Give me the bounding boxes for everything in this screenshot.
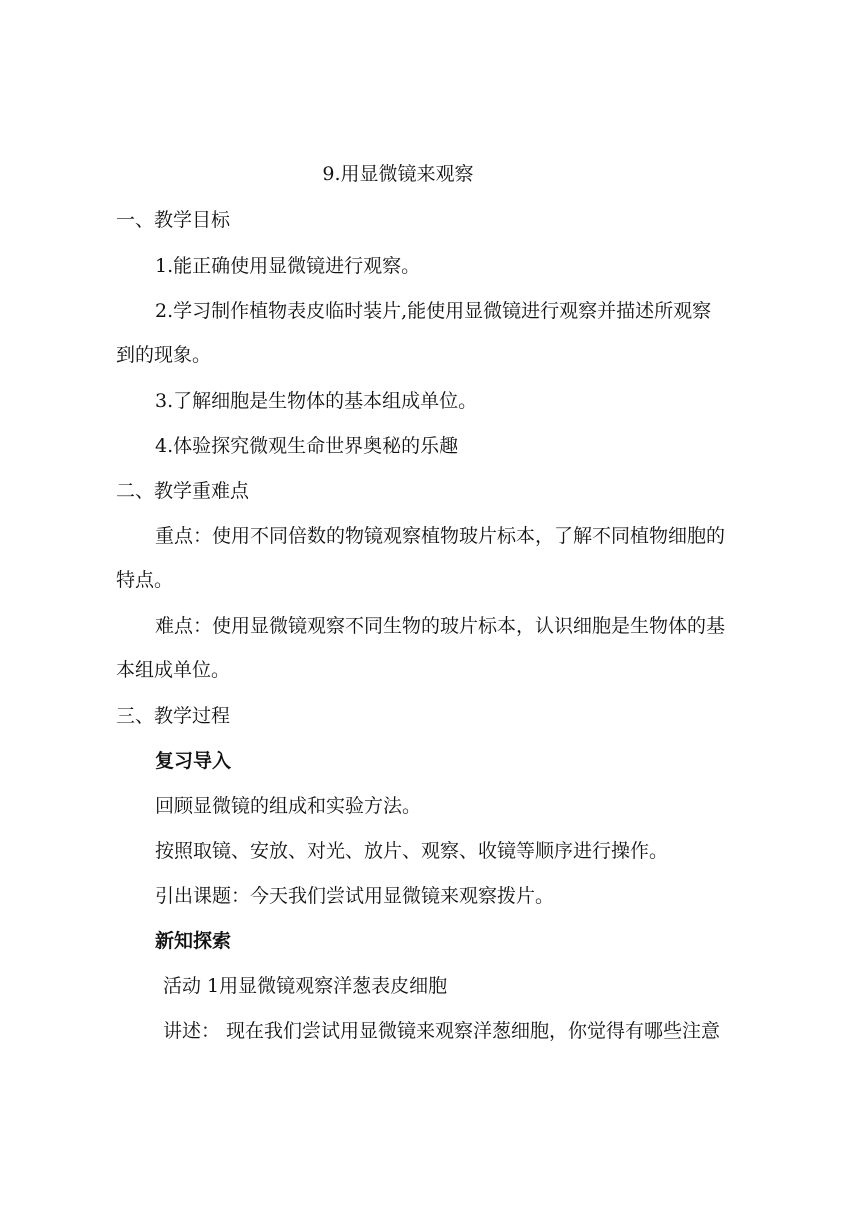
key-point-line-2: 特点。 bbox=[116, 569, 174, 591]
review-line-3: 引出课题：今天我们尝试用显微镜来观察拨片。 bbox=[155, 885, 555, 907]
activity-line: 活动 1用显微镜观察洋葱表皮细胞 bbox=[163, 975, 448, 997]
review-line-1: 回顾显微镜的组成和实验方法。 bbox=[155, 795, 422, 817]
section-heading-key-difficulties: 二、教学重难点 bbox=[116, 480, 250, 502]
section-heading-teaching-goals: 一、教学目标 bbox=[116, 209, 231, 231]
goal-item-1: 1.能正确使用显微镜进行观察。 bbox=[155, 255, 421, 277]
goal-item-2: 2.学习制作植物表皮临时装片,能使用显微镜进行观察并描述所观察 bbox=[155, 300, 712, 322]
difficulty-line-1: 难点：使用显微镜观察不同生物的玻片标本，认识细胞是生物体的基 bbox=[155, 615, 726, 637]
key-point-line-1: 重点：使用不同倍数的物镜观察植物玻片标本，了解不同植物细胞的 bbox=[155, 525, 726, 547]
document-title: 9.用显微镜来观察 bbox=[322, 163, 474, 185]
subheading-review-intro: 复习导入 bbox=[155, 750, 232, 772]
goal-item-2-continued: 到的现象。 bbox=[116, 344, 212, 366]
goal-item-3: 3.了解细胞是生物体的基本组成单位。 bbox=[155, 390, 478, 412]
goal-item-4: 4.体验探究微观生命世界奥秘的乐趣 bbox=[155, 435, 459, 457]
lecture-line: 讲述： 现在我们尝试用显微镜来观察洋葱细胞，你觉得有哪些注意 bbox=[163, 1020, 721, 1042]
subheading-new-knowledge: 新知探索 bbox=[155, 930, 232, 952]
section-heading-teaching-process: 三、教学过程 bbox=[116, 705, 231, 727]
difficulty-line-2: 本组成单位。 bbox=[116, 659, 231, 681]
review-line-2: 按照取镜、安放、对光、放片、观察、收镜等顺序进行操作。 bbox=[155, 840, 669, 862]
